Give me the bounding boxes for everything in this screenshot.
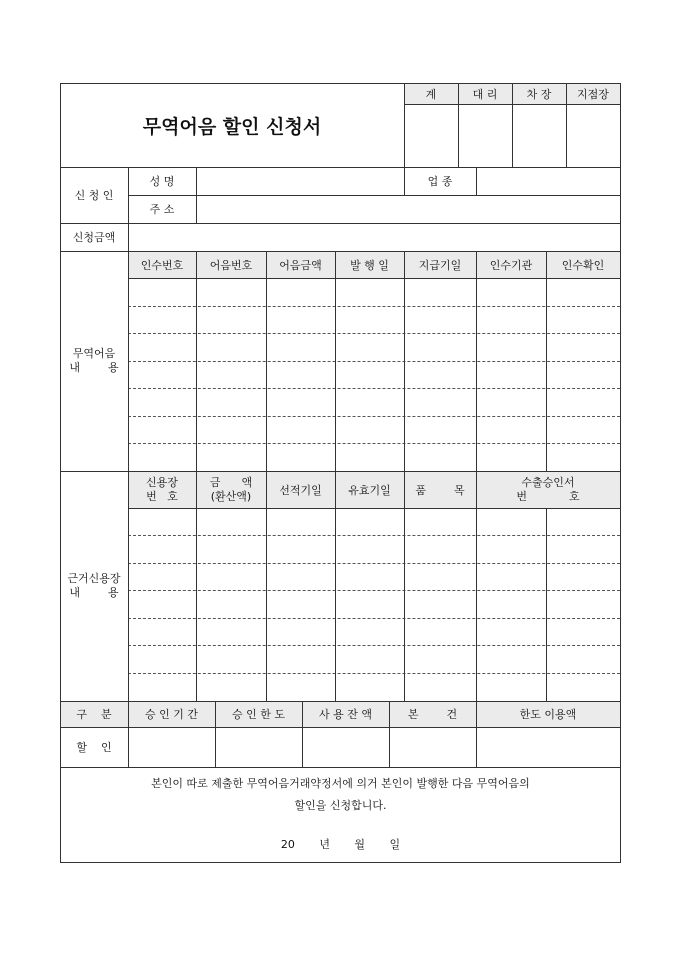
- name-field[interactable]: [196, 167, 404, 195]
- credit-header-amount-line1: 금 액: [209, 475, 253, 489]
- credit-section-label-line2: 내 용: [69, 586, 119, 599]
- discount-limit-used-field[interactable]: [476, 727, 620, 767]
- discount-header-remaining: 사 용 잔 액: [319, 708, 372, 721]
- page-title: 무역어음 할인 신청서: [142, 115, 322, 138]
- bill-header-due-date: 지급기일: [418, 258, 462, 272]
- amount-field[interactable]: [128, 223, 620, 251]
- credit-section-label: [60, 471, 128, 701]
- business-type-field[interactable]: [476, 167, 620, 195]
- bill-section-label-line2: 내 용: [69, 361, 119, 374]
- credit-header-lc-no: [128, 471, 196, 508]
- approval-box-staff[interactable]: [404, 104, 458, 167]
- credit-header-export-approval-line1: 수출승인서: [521, 475, 575, 489]
- approval-box-branch-manager[interactable]: [566, 104, 620, 167]
- discount-remaining-field[interactable]: [302, 727, 389, 767]
- credit-entry-grid[interactable]: [128, 508, 620, 701]
- bill-header-acceptance-no: 인수번호: [140, 258, 184, 272]
- credit-header-export-approval-line2: 번 호: [516, 489, 580, 503]
- bill-header-bill-no: 어음번호: [209, 258, 253, 272]
- bill-section-label: [60, 251, 128, 471]
- approval-box-assistant-manager[interactable]: [458, 104, 512, 167]
- declaration-date: 20 년 월 일: [280, 838, 401, 851]
- declaration-line1: 본인이 따로 제출한 무역어음거래약정서에 의거 본인이 발행한 다음 무역어음의: [151, 777, 530, 790]
- address-label: 주 소: [149, 203, 175, 216]
- credit-header-amount-line2: (환산액): [210, 489, 252, 503]
- discount-header-approval-period: 승 인 기 간: [145, 708, 198, 721]
- declaration-line2: 할인을 신청합니다.: [294, 799, 387, 812]
- bill-header-acceptor: 인수기관: [489, 258, 533, 272]
- discount-row-label: 할 인: [76, 741, 112, 754]
- credit-header-expiry-date: 유효기일: [348, 483, 391, 497]
- credit-header-shipment-date: 선적기일: [279, 483, 322, 497]
- credit-section-label-line1: 근거신용장: [67, 572, 121, 585]
- bill-header-bill-amount: 어음금액: [279, 258, 322, 272]
- bill-entry-grid[interactable]: [128, 278, 620, 471]
- applicant-label: 신 청 인: [74, 189, 114, 202]
- name-label: 성 명: [149, 175, 175, 188]
- discount-approval-period-field[interactable]: [128, 727, 215, 767]
- approval-header-deputy: 차 장: [526, 87, 552, 101]
- credit-header-export-approval-no: [476, 471, 620, 508]
- bill-header-issue-date: 발 행 일: [350, 258, 389, 272]
- discount-this-case-field[interactable]: [389, 727, 476, 767]
- bill-header-acceptance-confirm: 인수확인: [561, 258, 605, 272]
- credit-header-lc-no-line1: 신용장: [146, 475, 178, 489]
- amount-label: 신청금액: [72, 231, 116, 244]
- discount-category-label: 구 분: [76, 708, 112, 721]
- discount-header-limit-used: 한도 이용액: [519, 708, 577, 721]
- approval-header-branch-manager: 지점장: [577, 87, 609, 101]
- discount-header-approval-limit: 승 인 한 도: [232, 708, 285, 721]
- address-field[interactable]: [196, 195, 620, 223]
- discount-header-this-case: 본 건: [407, 708, 458, 721]
- bill-section-label-line1: 무역어음: [72, 347, 116, 360]
- approval-header-staff: 계: [425, 87, 437, 101]
- credit-header-amount: [196, 471, 266, 508]
- business-type-label: 업 종: [427, 175, 453, 188]
- credit-header-item: 품 목: [415, 483, 465, 497]
- approval-box-deputy[interactable]: [512, 104, 566, 167]
- discount-approval-limit-field[interactable]: [215, 727, 302, 767]
- credit-header-lc-no-line2: 번 호: [146, 489, 178, 503]
- approval-header-assistant-manager: 대 리: [472, 87, 498, 101]
